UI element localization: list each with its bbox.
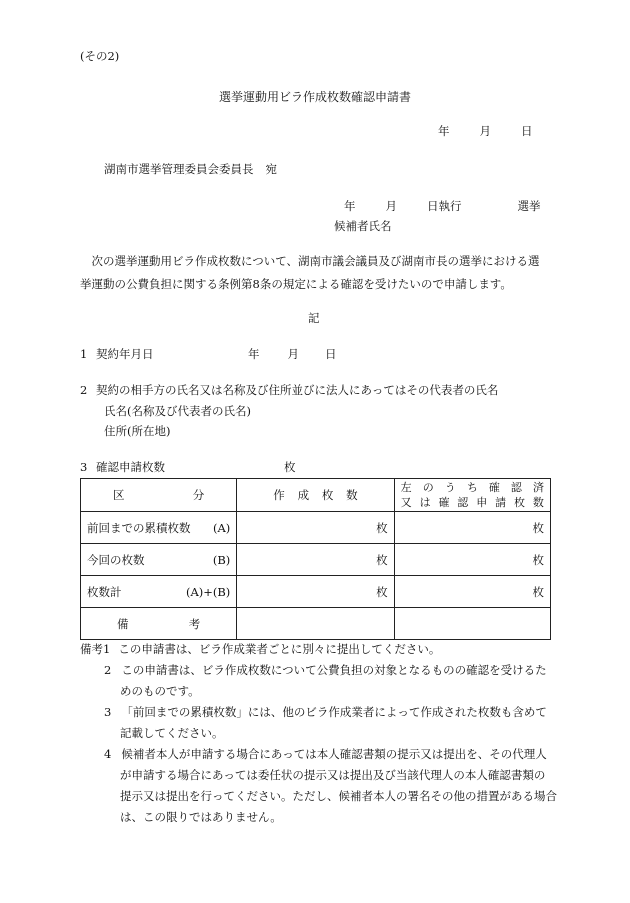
row-label: 今回の枚数 xyxy=(87,552,145,567)
note-line: この申請書は、ビラ作成枚数について公費負担の対象となるものの確認を受けるた xyxy=(121,663,547,677)
note-line: この申請書は、ビラ作成業者ごとに別々に提出してください。 xyxy=(118,642,441,656)
item3-label: 確認申請枚数 xyxy=(96,460,165,474)
note-line: 「前回までの累積枚数」には、他のビラ作成業者によって作成された枚数も含めて xyxy=(121,705,547,719)
table-row-total xyxy=(81,576,551,608)
item1-month: 月 xyxy=(287,347,299,361)
note-line: めのものです。 xyxy=(120,684,200,698)
election-line xyxy=(344,200,541,214)
form-number: (その2) xyxy=(80,49,120,63)
remarks-label: 備 考 xyxy=(81,608,237,640)
note-line: が申請する場合にあっては委任状の提示又は提出及び当該代理人の本人確認書類の xyxy=(120,768,546,782)
note-4 xyxy=(104,744,557,828)
note-num: 2 xyxy=(104,663,112,677)
note-num: 3 xyxy=(104,705,112,719)
item1-year: 年 xyxy=(248,347,260,361)
created-count-cell[interactable]: 枚 xyxy=(237,576,394,608)
item2-address-label: 住所(所在地) xyxy=(104,424,171,438)
header-confirmed-count: 左 の う ち 確 認 済 又 は 確 認 申 請 枚 数 xyxy=(394,479,550,512)
row-code: (A)+(B) xyxy=(185,584,231,599)
ki-label: 記 xyxy=(308,311,320,325)
item2-label: 契約の相手方の氏名又は名称及び住所並びに法人にあってはその代表者の氏名 xyxy=(96,383,499,397)
table-row-current xyxy=(81,544,551,576)
notes-prefix: 備考 xyxy=(80,642,103,656)
row-label: 前回までの累積枚数 xyxy=(87,520,191,535)
body-text: 次の選挙運動用ビラ作成枚数について、湖南市議会議員及び湖南市長の選挙における選挙運動の公費負担に関する条例第8条の規定による確認を受けたいので申請します。 xyxy=(80,254,540,291)
page-title: 選挙運動用ビラ作成枚数確認申請書 xyxy=(218,90,411,104)
date-day: 日 xyxy=(521,124,533,138)
note-line: は、この限りではありません。 xyxy=(120,810,282,824)
addressee-name: 湖南市選挙管理委員会委員長 xyxy=(104,162,254,176)
item1-label: 契約年月日 xyxy=(96,347,154,361)
note-line: 候補者本人が申請する場合にあっては本人確認書類の提示又は提出を、その代理人 xyxy=(121,747,547,761)
item3-num: 3 xyxy=(80,460,88,474)
remarks-cell-2[interactable] xyxy=(394,608,550,640)
confirmed-count-cell[interactable]: 枚 xyxy=(394,512,550,544)
item1-num: 1 xyxy=(80,347,88,361)
count-table xyxy=(80,478,551,640)
addressee-suffix: 宛 xyxy=(265,162,277,176)
row-code: (A) xyxy=(213,520,231,535)
election-day: 日執行 xyxy=(427,199,462,213)
created-count-cell[interactable]: 枚 xyxy=(237,544,394,576)
election-year: 年 xyxy=(344,199,356,213)
item1-date xyxy=(248,348,337,362)
note-num: 4 xyxy=(104,747,112,761)
note-num: 1 xyxy=(103,642,111,656)
election-month: 月 xyxy=(385,199,397,213)
item3-unit: 枚 xyxy=(284,460,296,474)
confirmed-count-cell[interactable]: 枚 xyxy=(394,576,550,608)
row-code: (B) xyxy=(212,552,231,567)
item2-name-label: 氏名(名称及び代表者の氏名) xyxy=(104,404,251,418)
note-line: 提示又は提出を行ってください。ただし、候補者本人の署名その他の措置がある場合 xyxy=(120,789,557,803)
election-type: 選挙 xyxy=(517,199,541,213)
note-1 xyxy=(80,639,440,660)
confirmed-count-cell[interactable]: 枚 xyxy=(394,544,550,576)
header-created-count: 作 成 枚 数 xyxy=(237,479,394,512)
table-row-remarks xyxy=(81,608,551,640)
table-row-previous xyxy=(81,512,551,544)
date-year: 年 xyxy=(438,124,450,138)
remarks-cell-1[interactable] xyxy=(237,608,394,640)
note-3 xyxy=(104,702,547,744)
table-header-row xyxy=(81,479,551,512)
note-line: 記載してください。 xyxy=(120,726,224,740)
candidate-label: 候補者氏名 xyxy=(334,219,392,233)
date-month: 月 xyxy=(479,124,491,138)
item1-day: 日 xyxy=(325,347,337,361)
item2-num: 2 xyxy=(80,383,88,397)
created-count-cell[interactable]: 枚 xyxy=(237,512,394,544)
date-line xyxy=(438,125,533,139)
header-category: 区 分 xyxy=(81,479,237,512)
addressee xyxy=(104,163,277,177)
note-2 xyxy=(104,660,547,702)
row-label: 枚数計 xyxy=(87,584,122,599)
